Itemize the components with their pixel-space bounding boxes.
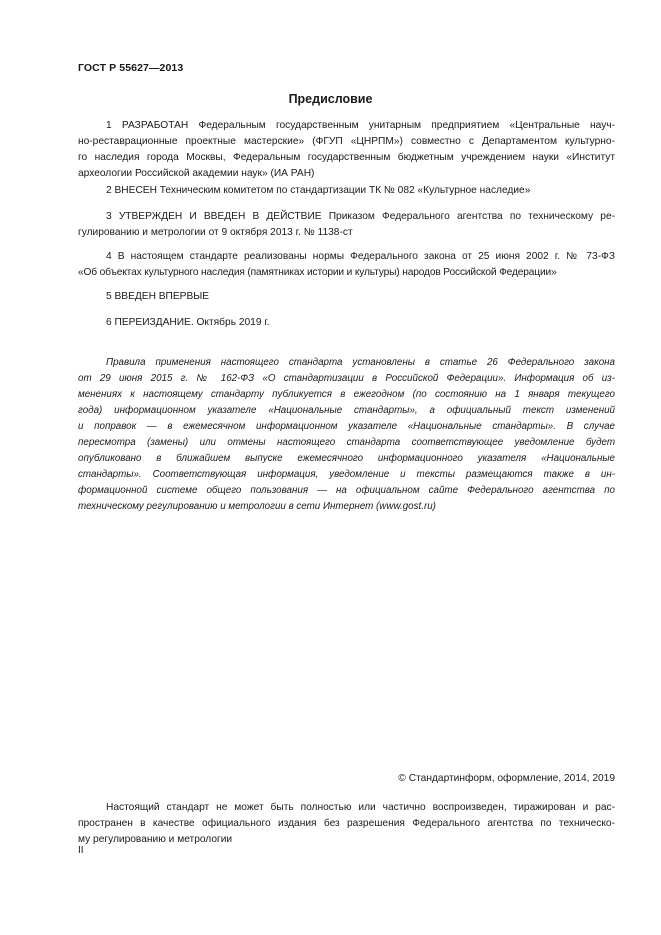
foreword-item-1-line-1: 1 РАЗРАБОТАН Федеральным государственным унитарным предприятием «Центральные науч- [106,120,615,131]
foreword-item-3-line-2: гулированию и метрологии от 9 октября 2013 г. № 1138-ст [78,227,353,238]
foreword-item-6 [78,315,615,331]
foreword-item-2 [78,183,615,199]
foreword-item-3-line-1: 3 УТВЕРЖДЕН И ВВЕДЕН В ДЕЙСТВИЕ Приказом Федерального агентства по техническому ре- [106,211,615,222]
reproduction-notice-line-1: Настоящий стандарт не может быть полностью или частично воспроизведен, тиражирован и рас- [106,802,615,813]
info-notice-line-7: опубликовано в ближайшем выпуске ежемесячного информационного указателя «Национальные [78,453,615,464]
info-notice-line-10: техническому регулированию и метрологии в сети Интернет (www.gost.ru) [78,501,436,512]
info-notice-line-8: стандарты». Соответствующая информация, уведомление и тексты размещаются также в ин- [78,469,615,480]
info-notice [78,355,615,515]
reproduction-notice-line-2: пространен в качестве официального издания без разрешения Федерального агентства по техническо- [78,818,615,829]
foreword-item-2-line-1: 2 ВНЕСЕН Техническим комитетом по стандартизации ТК № 082 «Культурное наследие» [106,185,531,196]
copyright-line: © Стандартинформ, оформление, 2014, 2019 [398,773,615,784]
page-number: II [78,845,84,856]
foreword-item-4 [78,249,615,281]
foreword-item-4-line-2: «Об объектах культурного наследия (памятниках истории и культуры) народов Российской Федерации» [78,267,557,278]
document-code: ГОСТ Р 55627—2013 [78,62,184,74]
foreword-item-5-line-1: 5 ВВЕДЕН ВПЕРВЫЕ [106,291,210,302]
info-notice-line-4: года) информационном указателе «Национальные стандарты», а официальный текст изменений [78,405,615,416]
foreword-item-1-line-3: го наследия города Москвы, Федеральным государственным бюджетным учреждением науки «Институт [78,152,615,163]
info-notice-line-3: менениях к настоящему стандарту публикуется в ежегодном (по состоянию на 1 января текущего [78,389,615,400]
page-title: Предисловие [288,92,373,106]
info-notice-line-6: пересмотра (замены) или отмены настоящего стандарта соответствующее уведомление будет [78,437,615,448]
info-notice-line-5: и поправок — в ежемесячном информационном указателе «Национальные стандарты». В случае [78,421,615,432]
info-notice-line-2: от 29 июня 2015 г. № 162-ФЗ «О стандартизации в Российской Федерации». Информация об из- [78,373,615,384]
foreword-item-1-line-2: но-реставрационные проектные мастерские» (ФГУП «ЦНРПМ») совместно с Департаментом культурно- [78,136,615,147]
reproduction-notice-line-3: му регулированию и метрологии [78,834,233,845]
foreword-item-6-line-1: 6 ПЕРЕИЗДАНИЕ. Октябрь 2019 г. [106,317,270,328]
foreword-item-3 [78,209,615,241]
reproduction-notice [78,800,615,848]
info-notice-line-1: Правила применения настоящего стандарта установлены в статье 26 Федерального закона [106,357,615,368]
info-notice-line-9: формационной системе общего пользования — на официальном сайте Федерального агентства по [78,485,615,496]
foreword-item-5 [78,289,615,305]
foreword-item-4-line-1: 4 В настоящем стандарте реализованы нормы Федерального закона от 25 июня 2002 г. № 73-ФЗ [106,251,615,262]
foreword-item-1 [78,118,615,182]
foreword-item-1-line-4: археологии Российской академии наук» (ИА РАН) [78,168,315,179]
